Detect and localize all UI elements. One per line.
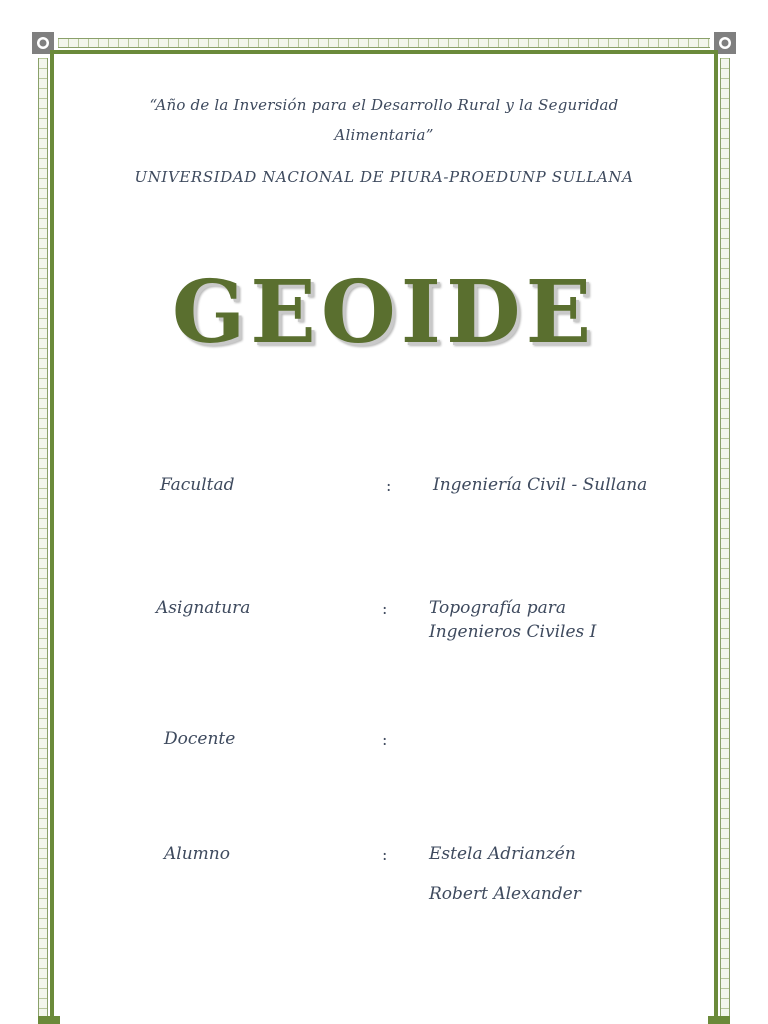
border-left-line — [50, 58, 54, 1024]
border-left-rail — [38, 58, 48, 1024]
document-title: GEOIDE — [171, 262, 597, 363]
alumno-value-line-1: Estela Adrianzén — [429, 844, 576, 864]
border-right-rail — [720, 58, 730, 1024]
alumno-value-line-2: Robert Alexander — [429, 884, 581, 904]
asignatura-label: Asignatura — [156, 598, 251, 618]
border-bottom-stub — [38, 1016, 60, 1024]
border-corner-ornament-icon — [32, 32, 62, 62]
asignatura-value-line-1: Topografía para — [429, 598, 567, 618]
border-bottom-stub — [708, 1016, 730, 1024]
border-top-line — [58, 50, 710, 54]
border-corner-ornament-icon — [706, 32, 736, 62]
facultad-value: Ingeniería Civil - Sullana — [433, 475, 648, 495]
border-right-line — [714, 58, 718, 1024]
motto-line-2: Alimentaria” — [334, 126, 434, 144]
alumno-colon: : — [382, 845, 388, 864]
border-top-rail — [58, 38, 710, 48]
asignatura-colon: : — [382, 599, 388, 618]
asignatura-value-line-2: Ingenieros Civiles I — [429, 622, 597, 642]
docente-colon: : — [382, 730, 388, 749]
facultad-colon: : — [386, 476, 392, 495]
motto-line-1: “Año de la Inversión para el Desarrollo Rural y la Seguridad — [149, 96, 619, 114]
alumno-label: Alumno — [164, 844, 230, 864]
docente-label: Docente — [164, 729, 236, 749]
university-name: UNIVERSIDAD NACIONAL DE PIURA-PROEDUNP SULLANA — [134, 168, 634, 186]
facultad-label: Facultad — [160, 475, 235, 495]
